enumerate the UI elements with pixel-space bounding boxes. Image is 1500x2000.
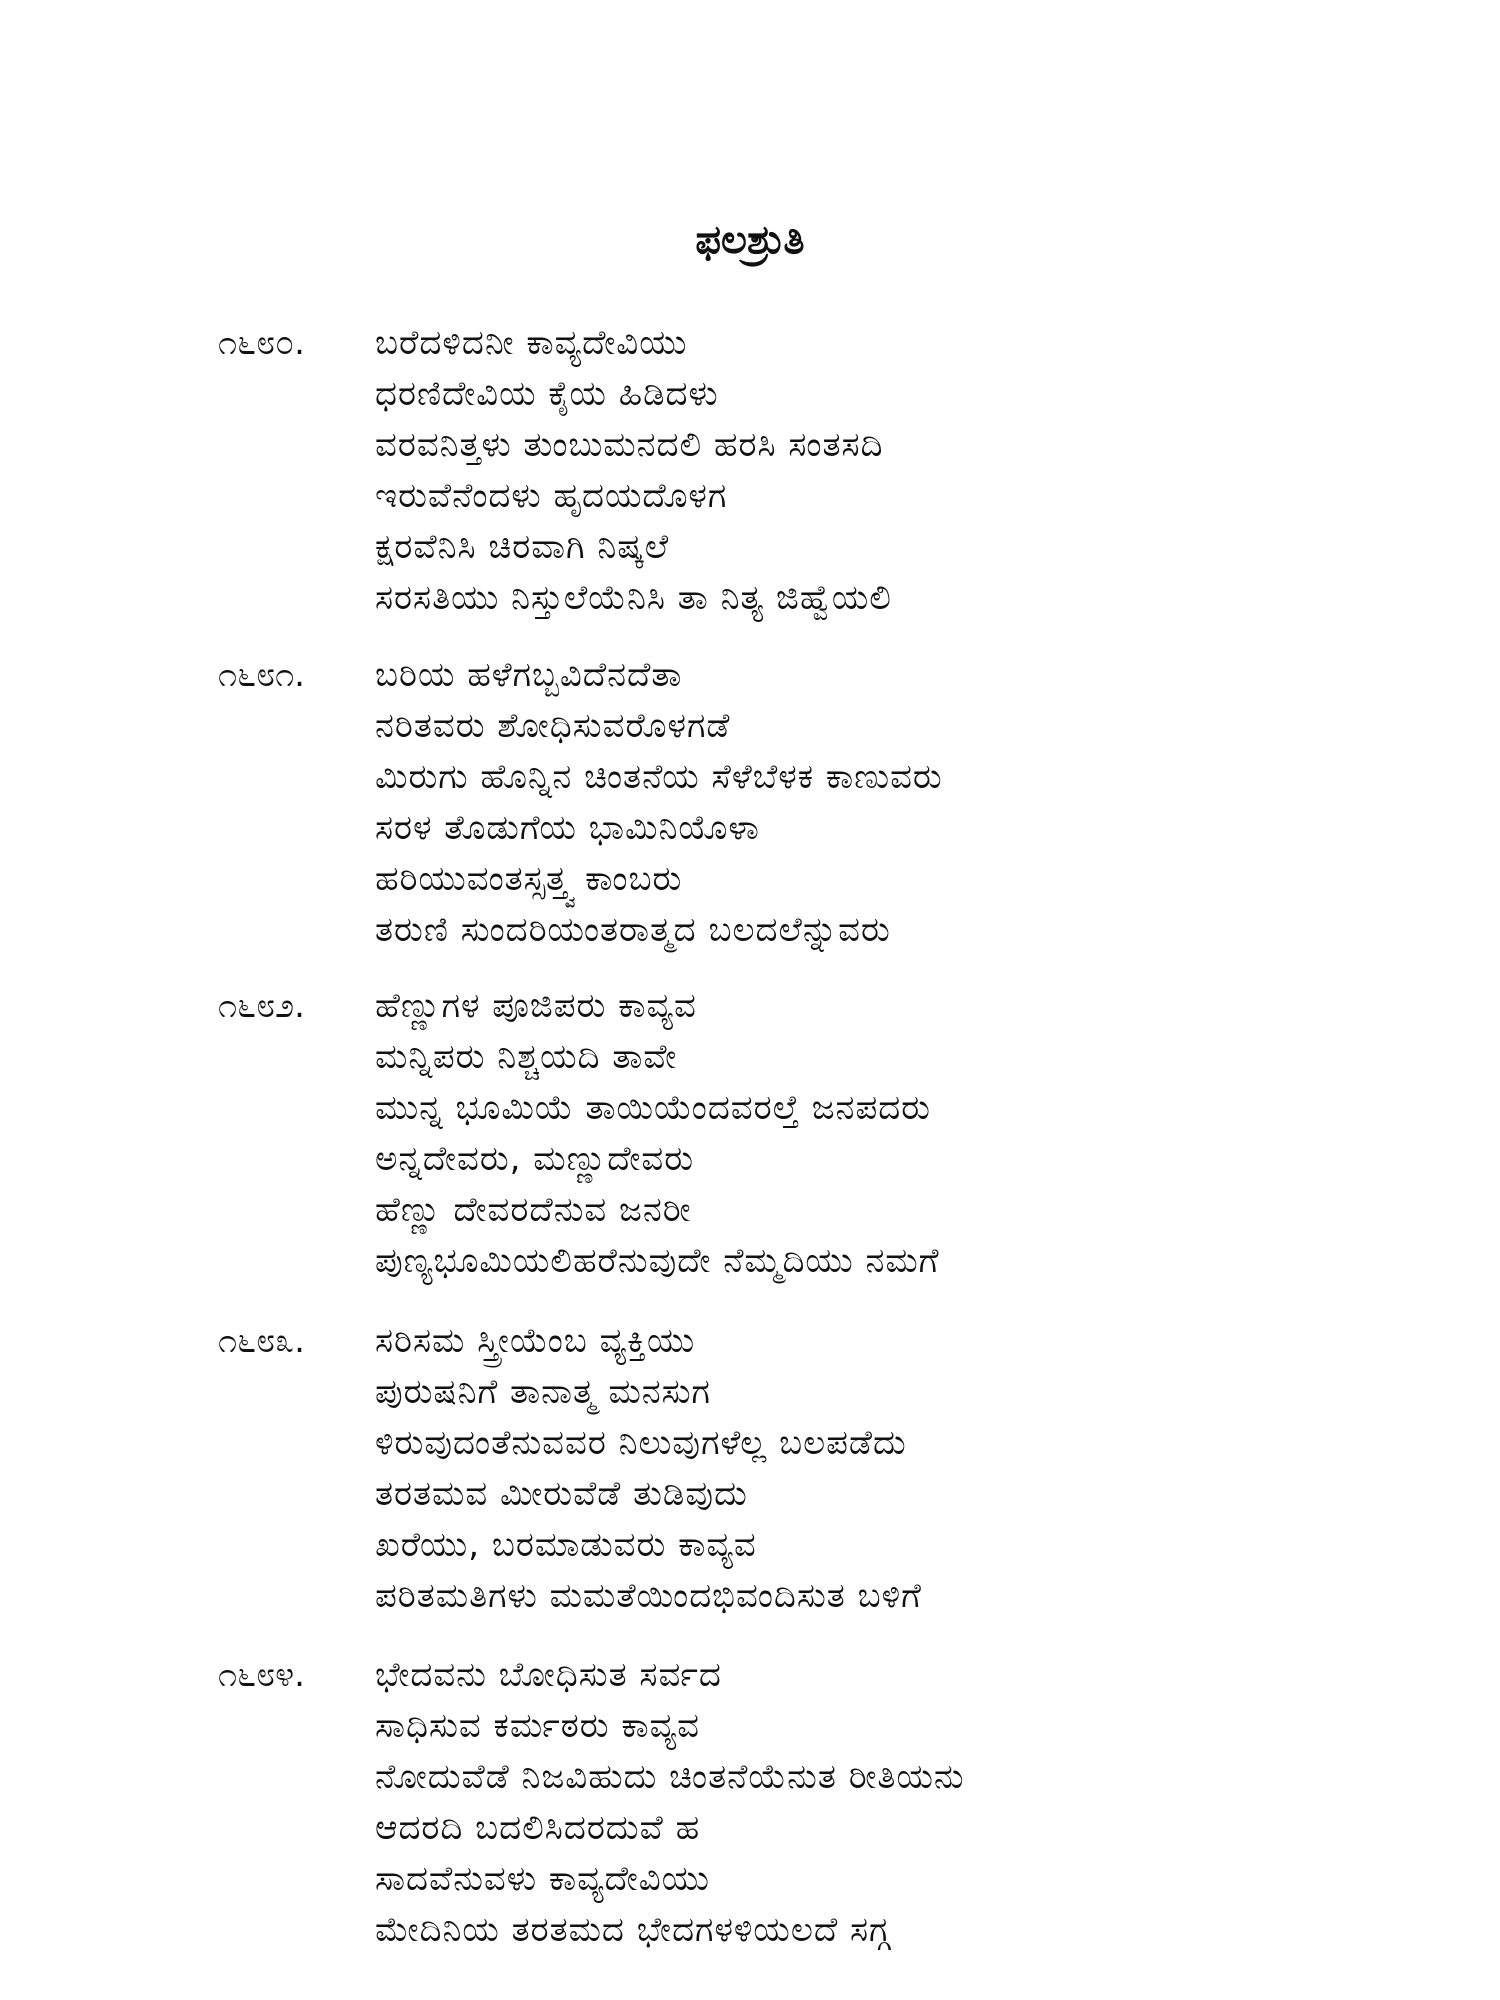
verse-line: ಹೆಣ್ಣುಗಳ ಪೂಜಿಪರು ಕಾವ್ಯವ (375, 986, 697, 1026)
verse-line: ಸಾದವೆನುವಳು ಕಾವ್ಯದೇವಿಯು (375, 1859, 710, 1899)
verse-line: ಮಿರುಗು ಹೊನ್ನಿನ ಚಿಂತನೆಯ ಸೆಳೆಬೆಳಕ ಕಾಣುವರು (375, 757, 943, 797)
page-title: ಫಲಶ್ರುತಿ (695, 217, 805, 263)
verse-line: ಪುರುಷನಿಗೆ ತಾನಾತ್ಮ ಮನಸುಗ (375, 1372, 711, 1412)
verse-line: ಮನ್ನಿಪರು ನಿಶ್ಚಯದಿ ತಾವೇ (375, 1037, 678, 1077)
verse-line: ಅನ್ನದೇವರು, ಮಣ್ಣುದೇವರು (375, 1139, 695, 1179)
verse-line: ಆದರದಿ ಬದಲಿಸಿದರದುವೆ ಹ (375, 1808, 701, 1848)
verse-line: ಬರೆದಳಿದನೀ ಕಾವ್ಯದೇವಿಯು (375, 323, 688, 363)
stanza-number: ೧೬೮೦. (218, 323, 305, 363)
verse-line: ಧರಣಿದೇವಿಯ ಕೈಯ ಹಿಡಿದಳು (375, 374, 719, 414)
verse-line: ಪರಿತಮತಿಗಳು ಮಮತೆಯಿಂದಭಿವಂದಿಸುತ ಬಳಿಗೆ (375, 1576, 922, 1616)
stanza-lines (375, 1650, 965, 1956)
verse-line: ಬರಿಯ ಹಳೆಗಬ್ಬವಿದೆನದೆತಾ (375, 655, 683, 695)
verse-line: ಹೆಣ್ಣು ದೇವರದೆನುವ ಜನರೀ (375, 1190, 692, 1230)
stanza-number: ೧೬೮೩. (218, 1321, 305, 1361)
verse-line: ತರತಮವ ಮೀರುವೆಡೆ ತುಡಿವುದು (375, 1474, 748, 1514)
stanza-number: ೧೬೮೨. (218, 986, 305, 1026)
stanza-number: ೧೬೮೪. (218, 1655, 305, 1695)
stanza-number: ೧೬೮೧. (218, 655, 305, 695)
stanza-lines (375, 1316, 922, 1622)
verse-line: ಇರುವೆನೆಂದಳು ಹೃದಯದೊಳಗ (375, 476, 728, 516)
verse-line: ನರಿತವರು ಶೋಧಿಸುವರೊಳಗಡೆ (375, 706, 731, 746)
verse-line: ಸರಸತಿಯು ನಿಸ್ತುಲೆಯೆನಿಸಿ ತಾ ನಿತ್ಯ ಜಿಹ್ವೆಯಲಿ (375, 578, 892, 618)
verse-line: ವರವನಿತ್ತಳು ತುಂಬುಮನದಲಿ ಹರಸಿ ಸಂತಸದಿ (375, 425, 884, 465)
verse-line: ಳಿರುವುದಂತೆನುವವರ ನಿಲುವುಗಳೆಲ್ಲ ಬಲಪಡೆದು (375, 1423, 907, 1463)
stanza-lines (375, 981, 939, 1287)
verse-line: ಭೇದವನು ಬೋಧಿಸುತ ಸರ್ವದ (375, 1655, 722, 1695)
verse-line: ಸಾಧಿಸುವ ಕರ್ಮಠರು ಕಾವ್ಯವ (375, 1706, 701, 1746)
verse-line: ಸರಳ ತೊಡುಗೆಯ ಭಾಮಿನಿಯೊಳಾ (375, 808, 760, 848)
verse-line: ಖರೆಯು, ಬರಮಾಡುವರು ಕಾವ್ಯವ (375, 1525, 757, 1565)
verse-line: ತರುಣಿ ಸುಂದರಿಯಂತರಾತ್ಮದ ಬಲದಲೆನ್ನುವರು (375, 910, 891, 950)
verse-line: ಸರಿಸಮ ಸ್ತ್ರೀಯೆಂಬ ವ್ಯಕ್ತಿಯು (375, 1321, 696, 1361)
stanza-lines (375, 650, 943, 956)
verse-line: ಮೇದಿನಿಯ ತರತಮದ ಭೇದಗಳಳಿಯಲದೆ ಸಗ್ಗ (375, 1910, 891, 1950)
verse-line: ಕ್ಷರವೆನಿಸಿ ಚಿರವಾಗಿ ನಿಷ್ಕಲೆ (375, 527, 670, 567)
verse-line: ನೋದುವೆಡೆ ನಿಜವಿಹುದು ಚಿಂತನೆಯೆನುತ ರೀತಿಯನು (375, 1757, 965, 1797)
verse-line: ಹರಿಯುವಂತಸ್ಸತ್ತ್ವ ಕಾಂಬರು (375, 859, 683, 899)
stanza-lines (375, 318, 892, 624)
verse-line: ಮುನ್ನ ಭೂಮಿಯೆ ತಾಯಿಯೆಂದವರಲ್ತೆ ಜನಪದರು (375, 1088, 931, 1128)
verse-line: ಪುಣ್ಯಭೂಮಿಯಲಿಹರೆನುವುದೇ ನೆಮ್ಮದಿಯು ನಮಗೆ (375, 1241, 940, 1281)
